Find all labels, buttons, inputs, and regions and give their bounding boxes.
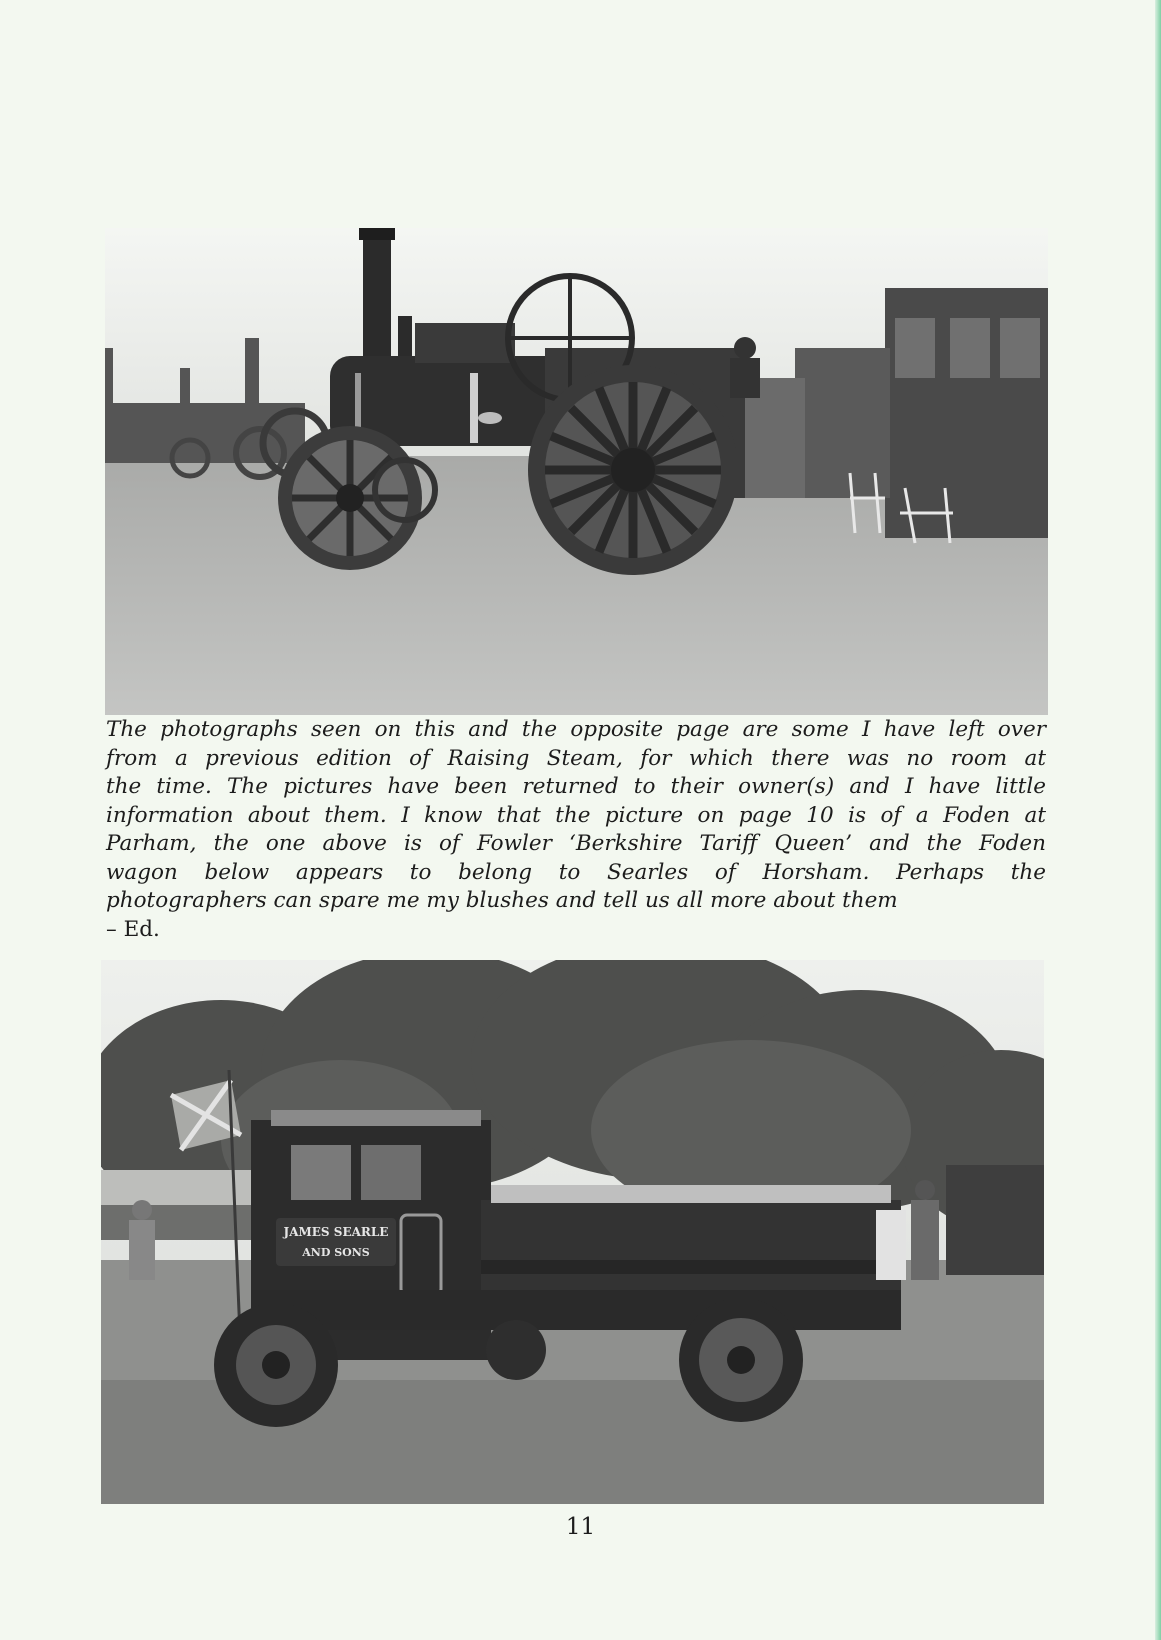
caption-line: The photographs seen on this and the opposite page are some I have left over <box>106 717 1046 742</box>
wagon-sign-line-1: JAMES SEARLE <box>283 1225 389 1239</box>
caption-line: the time. The pictures have been returned to their owner(s) and I have little <box>106 774 1046 799</box>
traction-engine-illustration <box>105 228 1048 715</box>
photo-caption <box>106 716 1046 944</box>
caption-line: photographers can spare me my blushes and tell us all more about them <box>106 888 898 913</box>
page-number: 11 <box>565 1514 596 1540</box>
steam-wagon-photo <box>101 960 1044 1504</box>
wagon-sign-line-2: AND SONS <box>302 1246 370 1259</box>
steam-wagon-illustration <box>101 960 1044 1504</box>
editor-signature: – Ed. <box>106 916 160 942</box>
caption-line: from a previous edition of Raising Steam, for which there was no room at <box>106 745 1046 771</box>
caption-line: information about them. I know that the picture on page 10 is of a Foden at <box>106 802 1046 828</box>
caption-line: Parham, the one above is of Fowler ‘Berkshire Tariff Queen’ and the Foden <box>106 831 1046 856</box>
traction-engine-photo <box>105 228 1048 715</box>
caption-line: wagon below appears to belong to Searles of Horsham. Perhaps the <box>106 859 1046 885</box>
page-edge <box>1155 0 1161 1640</box>
